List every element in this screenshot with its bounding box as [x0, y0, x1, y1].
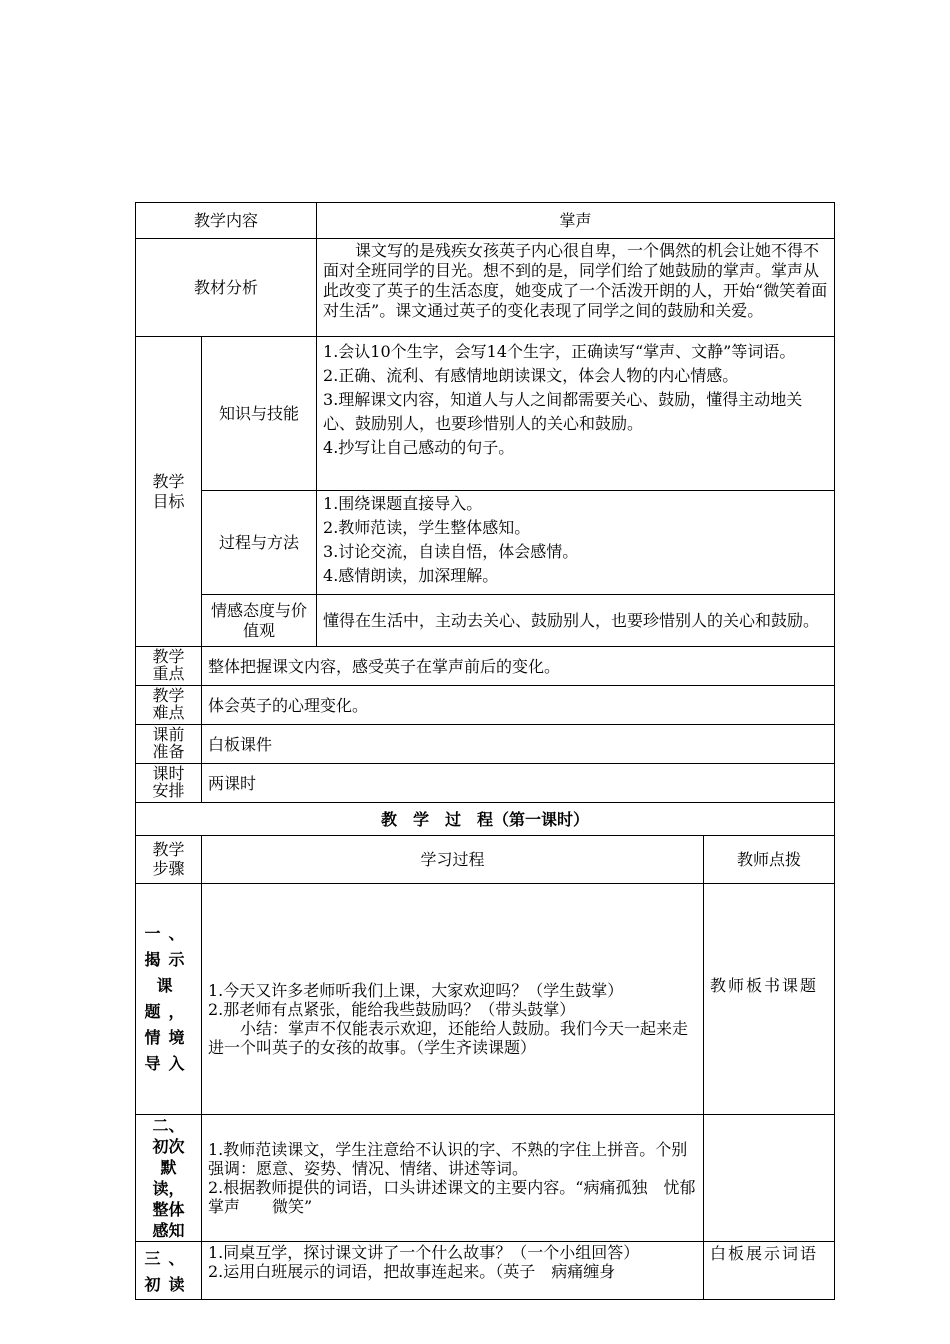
process-item: 4.感情朗读，加深理解。: [323, 566, 499, 585]
knowledge-item: 2.正确、流利、有感情地朗读课文，体会人物的内心情感。: [323, 366, 739, 385]
process-item: 2.教师范读，学生整体感知。: [323, 518, 531, 537]
analysis-text: 课文写的是残疾女孩英子内心很自卑，一个偶然的机会让她不得不面对全班同学的目光。想不到的是，同学们给了她鼓励的掌声。掌声从此改变了英子的生活态度，她变成了一个活泼开朗的人，开始“微笑着面对生活”。课文通过英子的变化表现了同学之间的鼓励和关爱。: [323, 241, 828, 320]
info-label: 课前准备: [152, 725, 185, 761]
info-row: [136, 686, 835, 725]
lesson-plan-table: [135, 202, 835, 1300]
goals-label: 教学目标: [152, 471, 185, 511]
goal-knowledge-row: [136, 337, 835, 491]
lesson-plan-document: [135, 202, 834, 1300]
step-line: 2.根据教师提供的词语，口头讲述课文的主要内容。“病痛孤独 忧郁 掌声 微笑”: [208, 1178, 728, 1216]
info-row: [136, 725, 835, 764]
info-row: [136, 764, 835, 803]
process-title-row: [136, 803, 835, 836]
header-step: 教学步骤: [152, 840, 185, 878]
header-guide: 教师点拨: [704, 836, 835, 884]
goal-emotion-row: [136, 595, 835, 647]
info-value: 体会英子的心理变化。: [202, 686, 835, 725]
process-title: 教 学 过 程（第一课时）: [136, 803, 835, 836]
emotion-label: 情感态度与价值观: [211, 600, 308, 640]
process-header-row: [136, 836, 835, 884]
step-row: [136, 1115, 835, 1242]
step-line: 1.教师范读课文，学生注意给不认识的字、不熟的字住上拼音。个别强调：愿意、姿势、情况、情绪、讲述等词。: [208, 1140, 688, 1178]
info-label: 教学重点: [152, 647, 185, 683]
process-item: 3.讨论交流，自读自悟，体会感情。: [323, 542, 579, 561]
step-line: 1.同桌互学，探讨课文讲了一个什么故事？（一个小组回答）: [208, 1243, 640, 1262]
knowledge-item: 4.抄写让自己感动的句子。: [323, 438, 515, 457]
knowledge-item: 1.会认10个生字，会写14个生字，正确读写“掌声、文静”等词语。: [323, 342, 796, 361]
process-item: 1.围绕课题直接导入。: [323, 494, 483, 513]
header-learning: 学习过程: [202, 836, 704, 884]
info-label: 教学难点: [152, 686, 185, 722]
knowledge-item: 3.理解课文内容，知道人与人之间都需要关心、鼓励，懂得主动地关心、鼓励别人，也要珍惜别人的关心和鼓励。: [323, 390, 803, 433]
step-line: 2.那老师有点紧张，能给我些鼓励吗？（带头鼓掌）: [208, 1000, 576, 1019]
step-line: 1.今天又许多老师听我们上课，大家欢迎吗？（学生鼓掌）: [208, 981, 624, 1000]
content-row: [136, 203, 835, 239]
info-label: 课时安排: [152, 764, 185, 800]
analysis-row: [136, 239, 835, 337]
info-value: 白板课件: [202, 725, 835, 764]
step-row: [136, 1242, 835, 1300]
step-guide: 教师板书课题: [710, 976, 819, 995]
info-value: 整体把握课文内容，感受英子在掌声前后的变化。: [202, 647, 835, 686]
content-value: 掌声: [317, 203, 835, 239]
analysis-label: 教材分析: [136, 239, 317, 337]
step-label: 一、揭示课题，情境导入: [144, 924, 193, 1073]
info-row: [136, 647, 835, 686]
step-guide: 白板展示词语: [710, 1244, 819, 1263]
emotion-text: 懂得在生活中，主动去关心、鼓励别人，也要珍惜别人的关心和鼓励。: [317, 595, 835, 647]
knowledge-label: 知识与技能: [202, 337, 317, 491]
step-label: 三、初读: [144, 1249, 193, 1294]
goal-process-row: [136, 491, 835, 595]
process-method-label: 过程与方法: [202, 491, 317, 595]
step-row: [136, 884, 835, 1115]
step-line: 小结：掌声不仅能表示欢迎，还能给人鼓励。我们今天一起来走进一个叫英子的女孩的故事。（学生齐读课题）: [208, 1019, 689, 1057]
step-label: 二、初次默读，整体感知: [152, 1116, 185, 1240]
step-line: 2.运用白班展示的词语，把故事连起来。（英子 病痛缠身: [208, 1262, 616, 1281]
content-label: 教学内容: [136, 203, 317, 239]
info-value: 两课时: [202, 764, 835, 803]
